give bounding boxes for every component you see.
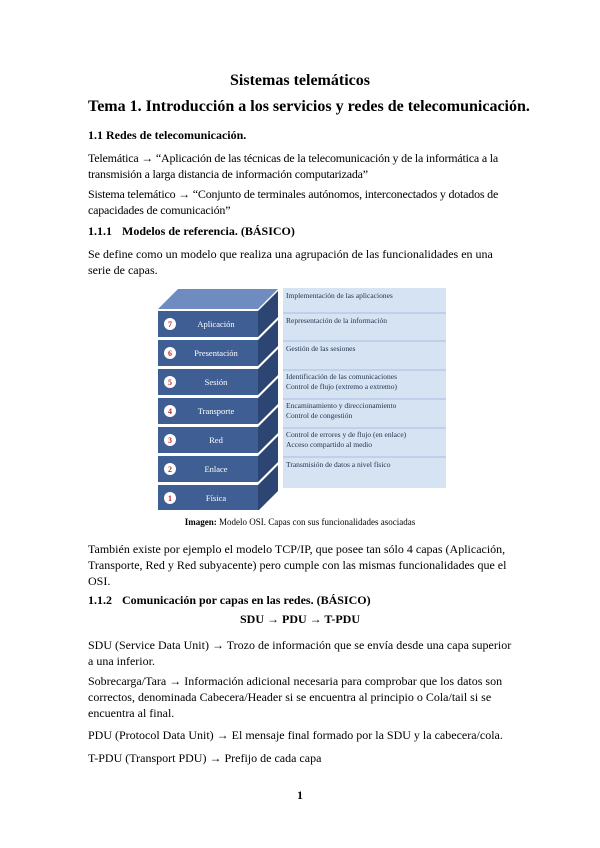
document-title: Sistemas telemáticos	[230, 72, 370, 89]
pdu-formula: SDU → PDU → T-PDU	[239, 612, 360, 626]
section-title: Comunicación por capas en las redes. (BÁSICO)	[122, 593, 371, 607]
section-number: 1.1.2	[88, 593, 112, 607]
layer-number: 7	[168, 320, 172, 329]
layer-name: Aplicación	[197, 319, 235, 329]
function-text: Encaminamiento y direccionamiento	[286, 401, 397, 410]
paragraph-sobrecarga: Sobrecarga/Tara → Información adicional necesaria para comprobar que los datos son correctos, denominada Cabecera/Header si se encuentra al principio o Cola/tail si se encuentra al final.	[88, 674, 503, 720]
caption-label: Imagen:	[184, 517, 217, 527]
paragraph-telematica: Telemática → “Aplicación de las técnicas de la telecomunicación y de la informática a la transmisión a larga distancia de información computarizada”	[88, 151, 499, 181]
layer-name: Sesión	[204, 377, 228, 387]
figure-caption	[0, 517, 600, 527]
section-heading-1-1-2	[88, 593, 371, 608]
section-heading-1-1: 1.1 Redes de telecomunicación.	[88, 128, 247, 142]
layer-name: Enlace	[204, 464, 228, 474]
layer-number: 4	[168, 407, 172, 416]
function-text: Control de flujo (extremo a extremo)	[286, 382, 398, 391]
paragraph-tpdu: T-PDU (Transport PDU) → Prefijo de cada capa	[88, 751, 322, 765]
layer-name: Física	[205, 493, 227, 503]
stack-top-face	[158, 289, 278, 309]
function-text: Control de congestión	[286, 411, 353, 420]
section-title: Modelos de referencia. (BÁSICO)	[122, 224, 295, 238]
layer-number: 3	[168, 436, 172, 445]
function-text: Transmisión de datos a nivel físico	[286, 460, 391, 469]
osi-diagram	[150, 284, 450, 510]
paragraph-sistema-telematico: Sistema telemático → “Conjunto de terminales autónomos, interconectados y dotados de capacidades de comunicación”	[88, 187, 499, 217]
osi-model-figure	[150, 284, 450, 510]
layer-number: 5	[168, 378, 172, 387]
layer-name: Red	[209, 435, 223, 445]
page-number: 1	[297, 788, 303, 802]
layer-number: 1	[168, 494, 172, 503]
layers-group	[158, 291, 278, 510]
function-text: Control de errores y de flujo (en enlace)	[286, 430, 407, 439]
section-heading-1-1-1	[88, 224, 295, 239]
function-text: Gestión de las sesiones	[286, 344, 356, 353]
function-text: Identificación de las comunicaciones	[286, 372, 397, 381]
function-text: Implementación de las aplicaciones	[286, 291, 393, 300]
layer-name: Transporte	[197, 406, 235, 416]
function-text: Acceso compartido al medio	[286, 440, 373, 449]
layer-name: Presentación	[194, 348, 238, 358]
chapter-heading: Tema 1. Introducción a los servicios y redes de telecomunicación.	[88, 98, 530, 115]
layer-number: 6	[168, 349, 172, 358]
paragraph-tcpip: También existe por ejemplo el modelo TCP/IP, que posee tan sólo 4 capas (Aplicación, Transporte, Red y Red subyacente) pero cumple con las mismas funcionalidades que el OSI.	[88, 542, 507, 588]
layer-number: 2	[168, 465, 172, 474]
paragraph-pdu: PDU (Protocol Data Unit) → El mensaje final formado por la SDU y la cabecera/cola.	[88, 728, 503, 742]
paragraph-sdu: SDU (Service Data Unit) → Trozo de información que se envía desde una capa superior a una inferior.	[88, 638, 512, 668]
paragraph-modelo: Se define como un modelo que realiza una agrupación de las funcionalidades en una serie de capas.	[88, 247, 493, 277]
caption-text: Modelo OSI. Capas con sus funcionalidades asociadas	[216, 517, 416, 527]
section-number: 1.1.1	[88, 224, 112, 238]
function-text: Representación de la información	[286, 316, 388, 325]
